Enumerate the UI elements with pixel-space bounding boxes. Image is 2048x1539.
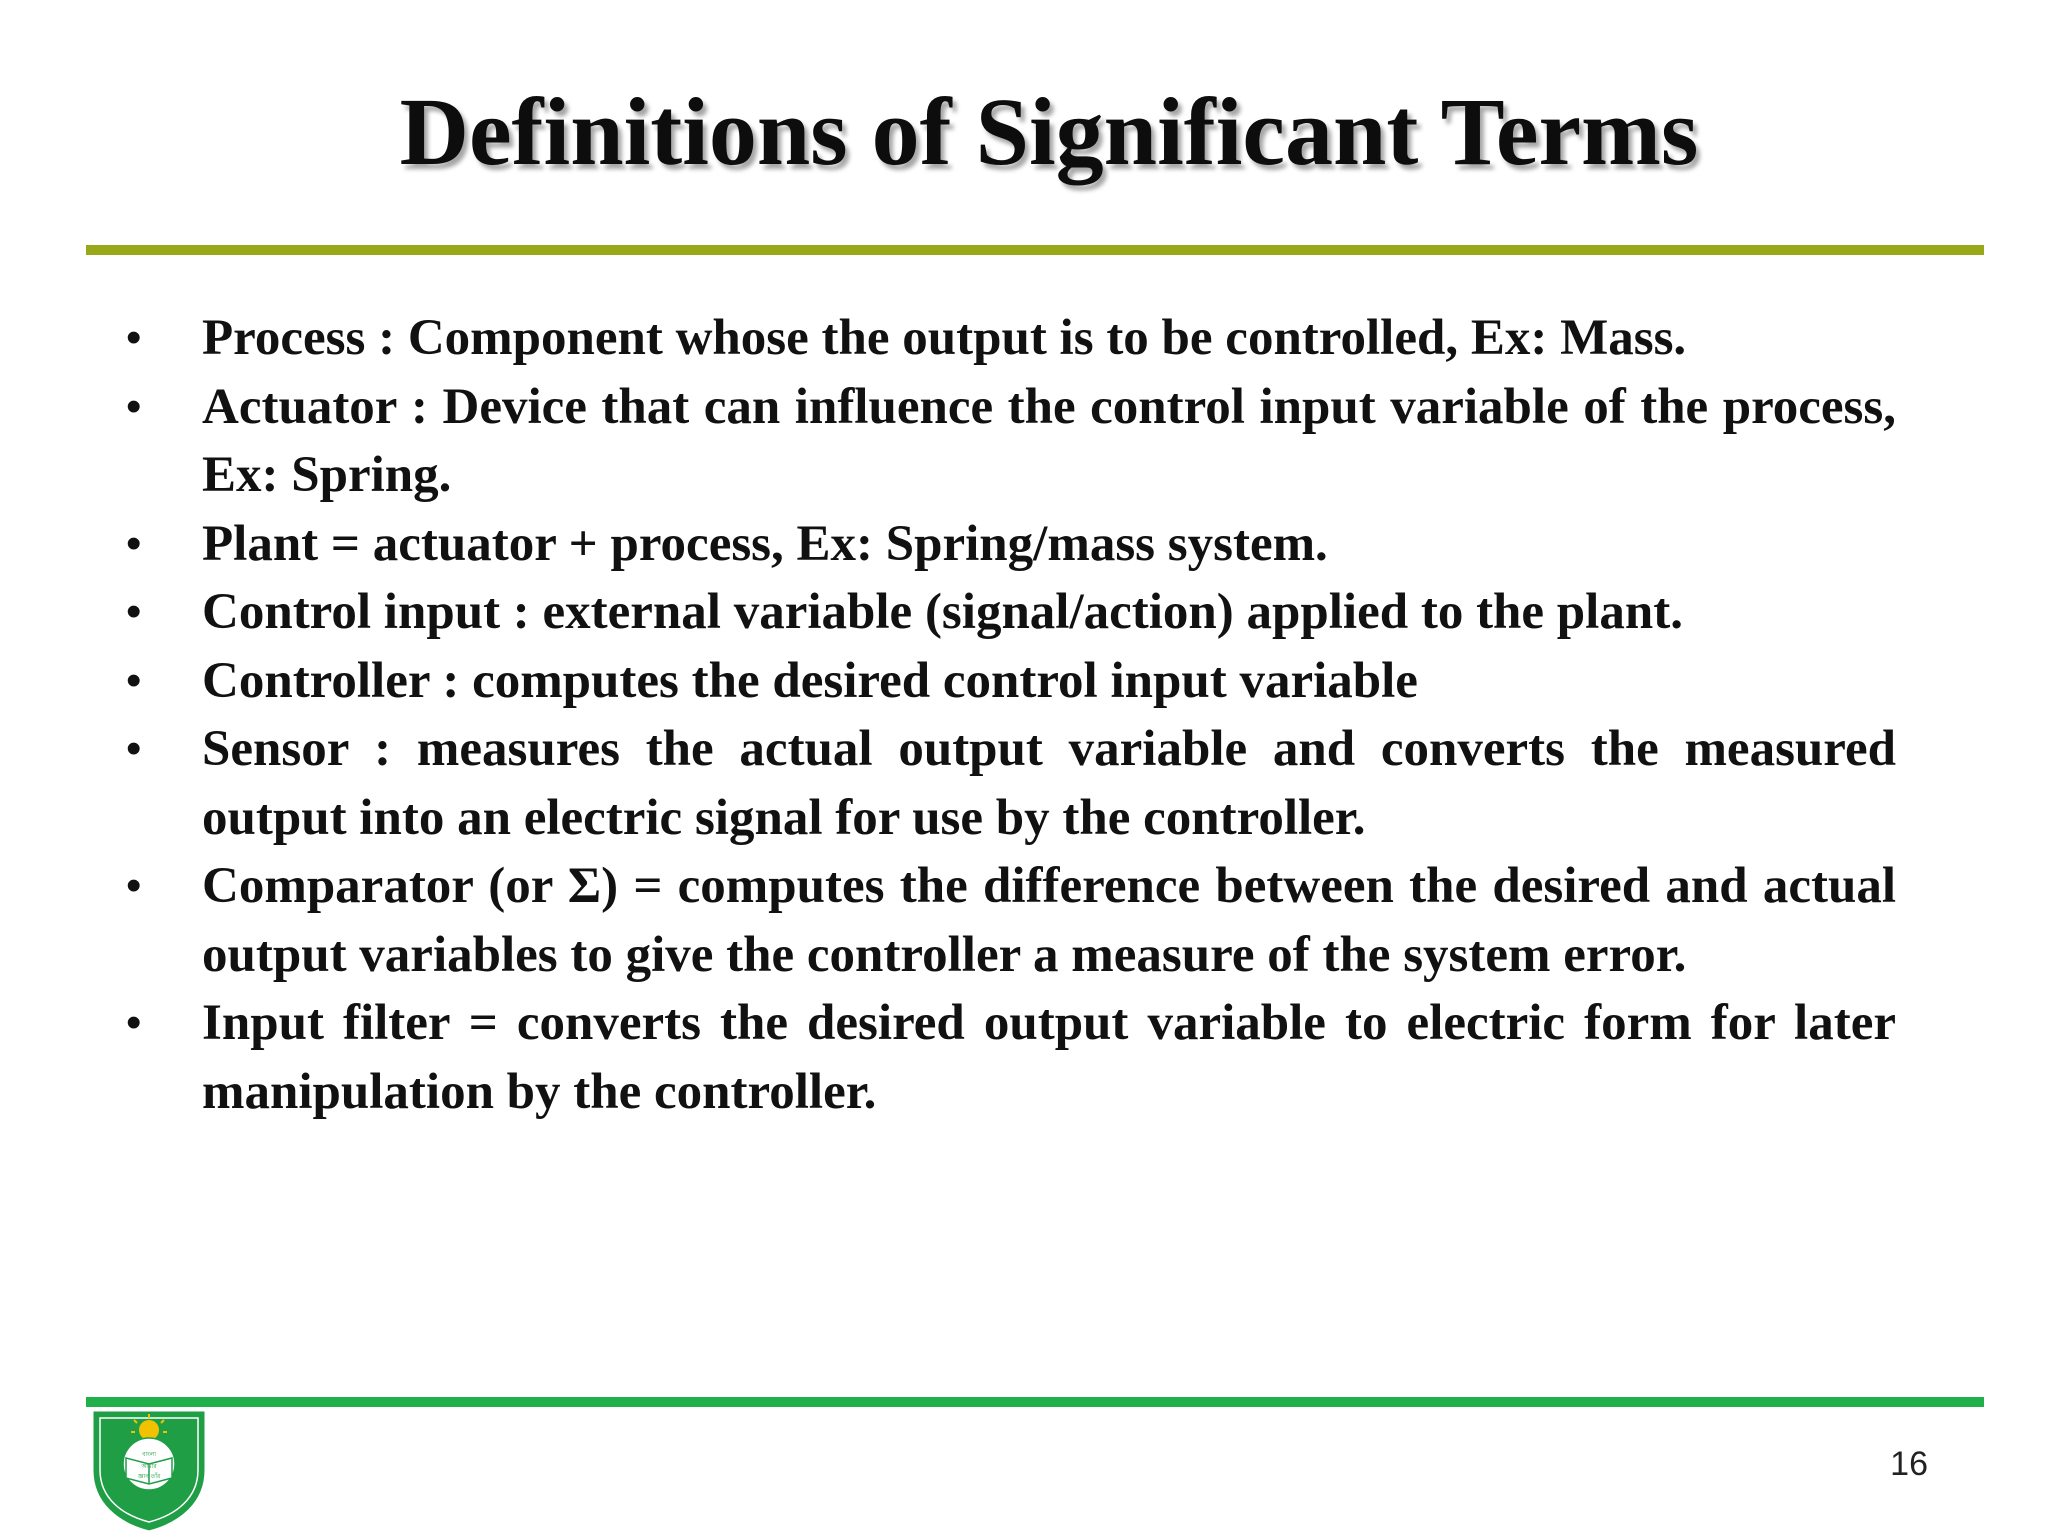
bullet-marker: • xyxy=(126,655,142,705)
definition-text: Process : Component whose the output is to be controlled, Ex: Mass. xyxy=(202,310,1687,366)
list-item xyxy=(120,510,1896,579)
bullet-marker: • xyxy=(126,381,142,431)
definition-text: Plant = actuator + process, Ex: Spring/mass system. xyxy=(202,515,1328,572)
list-item xyxy=(120,304,1896,373)
list-item xyxy=(120,715,1896,852)
bullet-marker: • xyxy=(126,313,142,362)
footer-divider xyxy=(86,1397,1984,1407)
bullet-marker: • xyxy=(126,518,142,568)
list-item xyxy=(120,578,1896,647)
list-item xyxy=(120,647,1896,716)
list-item xyxy=(120,373,1896,510)
bullet-marker: • xyxy=(126,861,142,910)
definition-text: Controller : computes the desired control input variable xyxy=(202,652,1418,709)
list-item xyxy=(120,989,1896,1126)
bullet-marker: • xyxy=(126,587,142,636)
definition-text: Comparator (or Σ) = computes the difference between the desired and actual output variables to give the controller a measure of the system error. xyxy=(202,858,1896,983)
definitions-list xyxy=(120,304,1896,1126)
definition-text: Sensor : measures the actual output variable and converts the measured output into an electric signal for use by the controller. xyxy=(202,721,1896,846)
svg-text:আমার: আমার xyxy=(141,1463,157,1470)
university-crest-icon xyxy=(88,1406,210,1534)
definition-text: Input filter = converts the desired output variable to electric form for later manipulation by the controller. xyxy=(202,995,1896,1120)
svg-text:বাংলা: বাংলা xyxy=(142,1451,156,1458)
slide-title: Definitions of Significant Terms xyxy=(399,78,1699,185)
bullet-marker: • xyxy=(126,998,142,1047)
definition-text: Control input : external variable (signal/action) applied to the plant. xyxy=(202,584,1683,640)
definition-text: Actuator : Device that can influence the control input variable of the process, Ex: Spring. xyxy=(202,378,1896,503)
svg-text:জ্ঞান তাঁর: জ্ঞান তাঁর xyxy=(137,1473,161,1480)
title-divider xyxy=(86,245,1984,255)
page-number: 16 xyxy=(1890,1445,1928,1483)
list-item xyxy=(120,852,1896,989)
bullet-marker: • xyxy=(126,724,142,773)
